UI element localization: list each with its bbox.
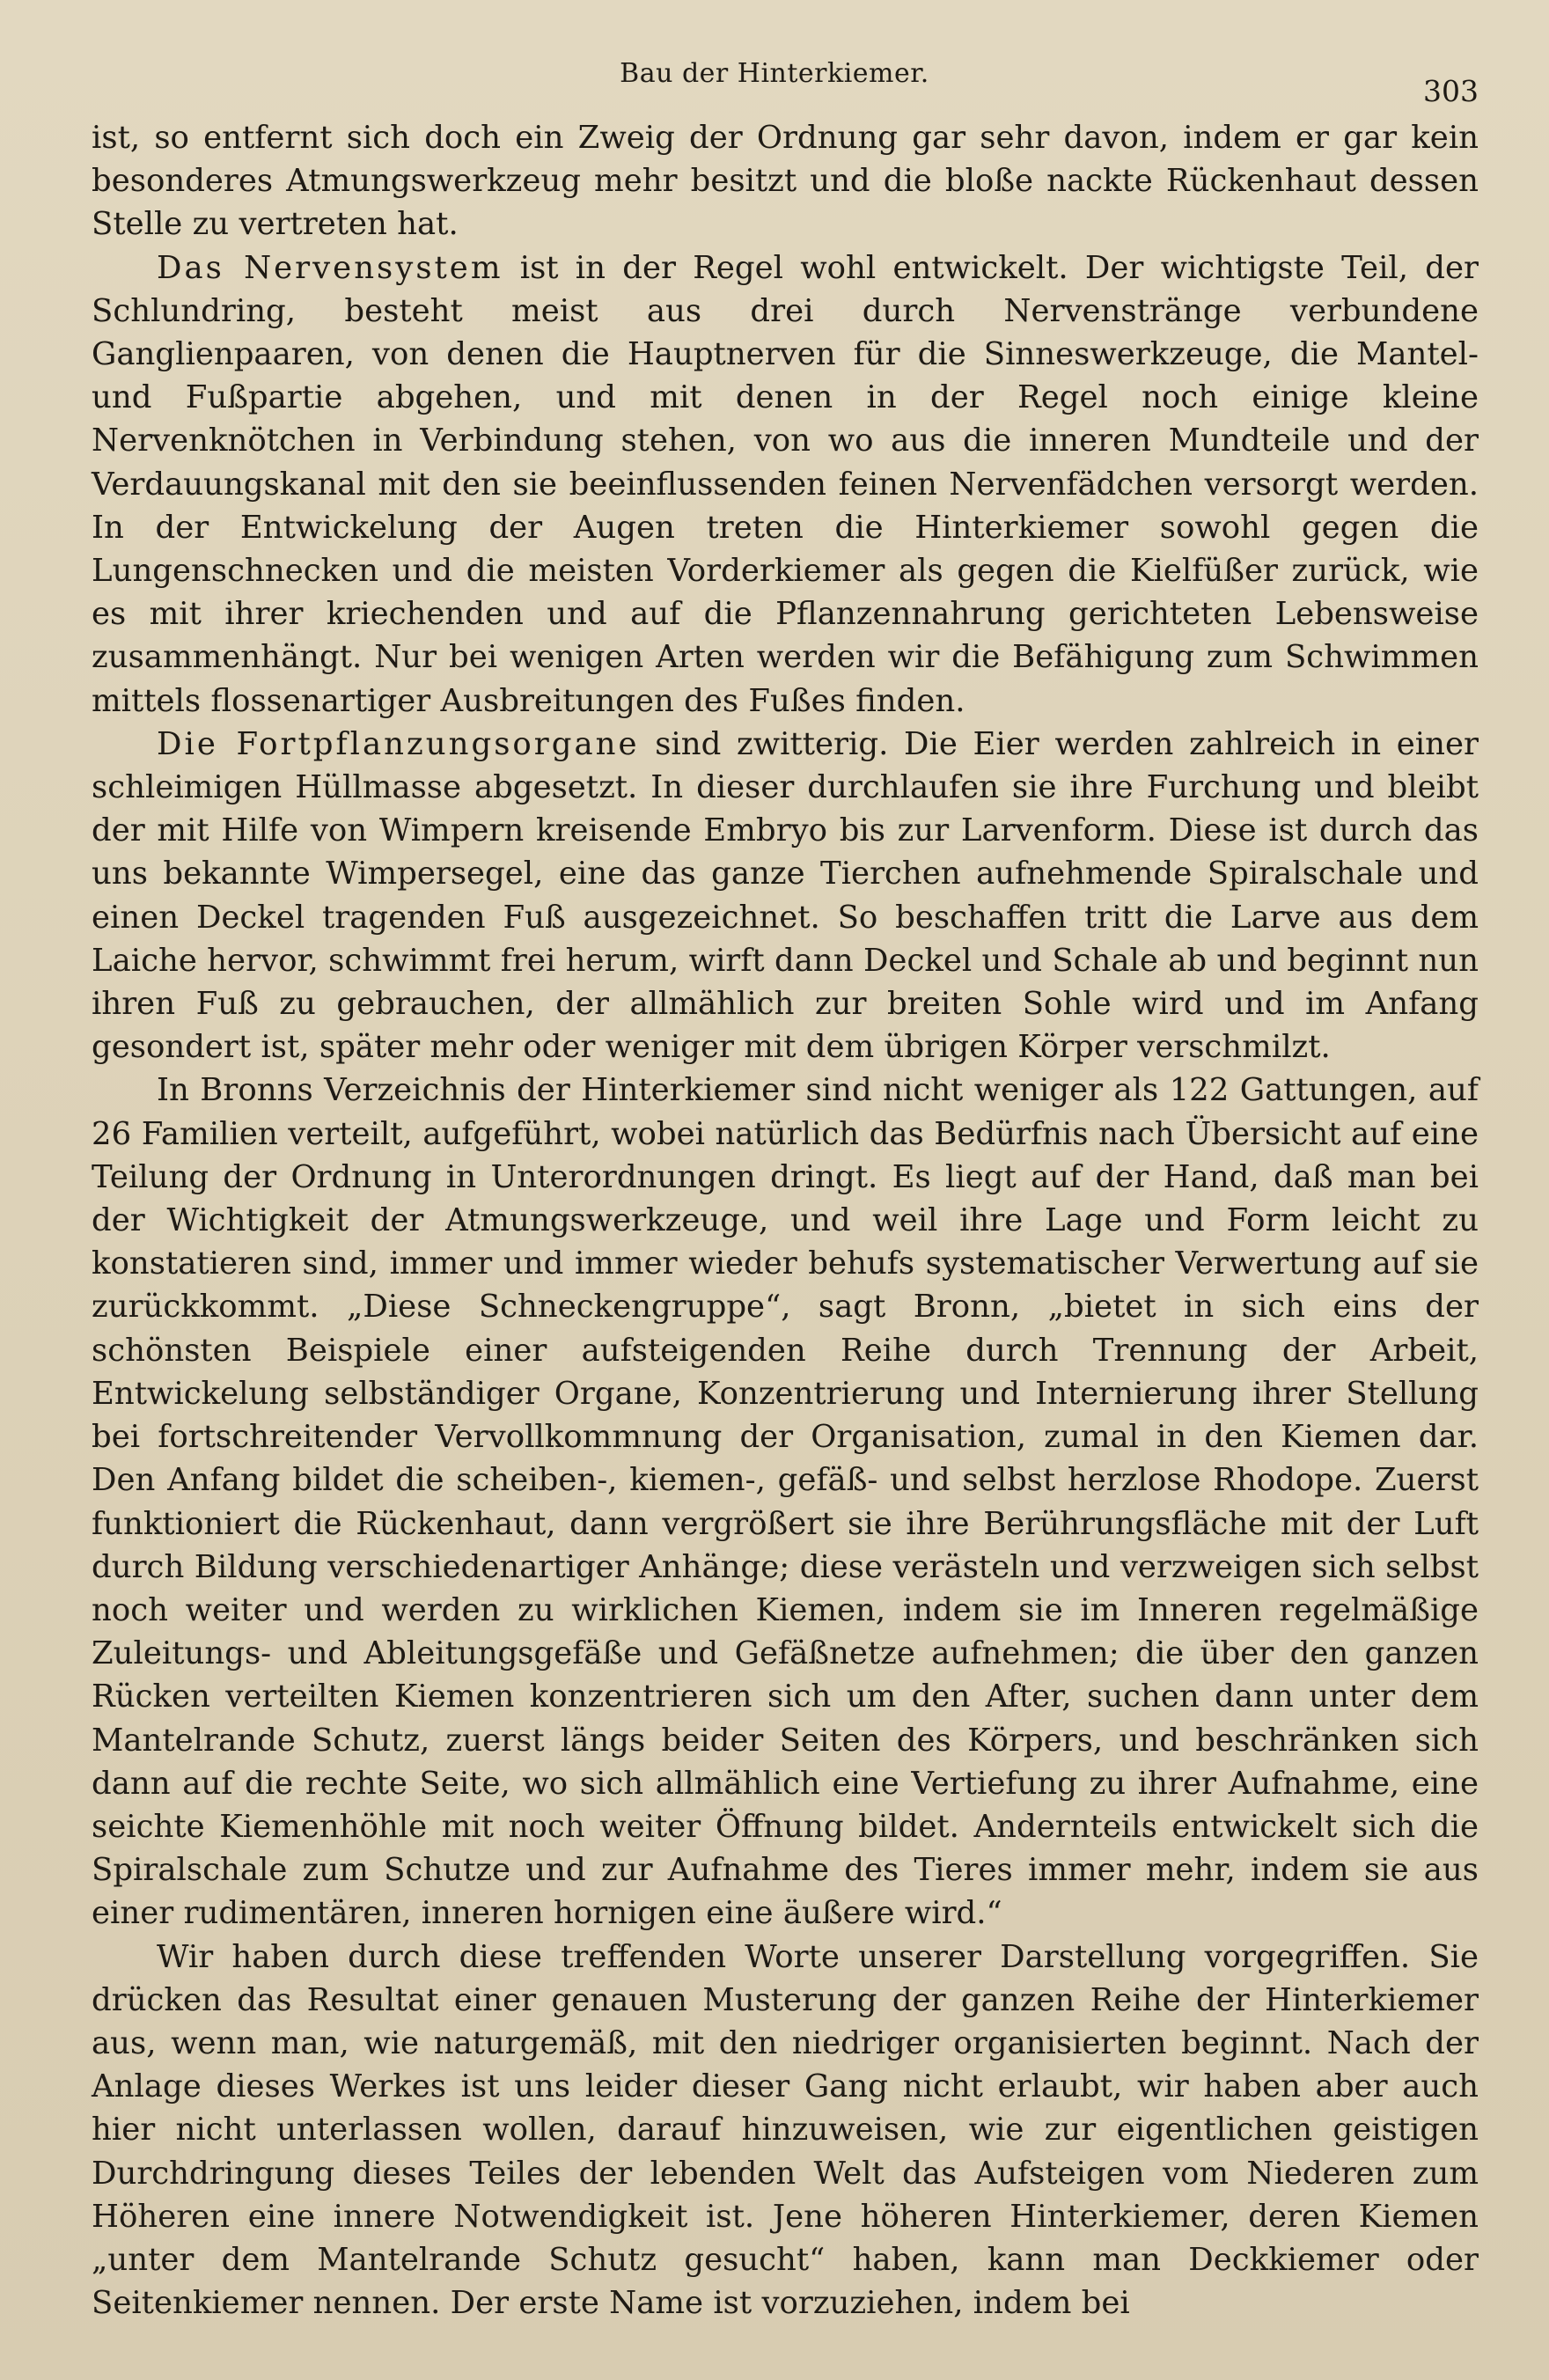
paragraph-5	[92, 1936, 1479, 2325]
paragraph-4	[92, 1069, 1479, 1935]
paragraph-lead: Die Fortpflanzungsorgane	[157, 725, 640, 762]
running-head: Bau der Hinterkiemer.	[620, 58, 929, 89]
body-text	[92, 116, 1479, 2325]
paragraph-text: sind zwitterig. Die Eier werden zahlreich in einer schleimigen Hüllmasse abgesetzt. In dieser durchlaufen sie ihre Furchung und bleibt der mit Hilfe von Wimpern kreisende Embryo bis zur Larvenform. Diese ist durch das uns bekannte Wimpersegel, eine das ganze Tierchen aufnehmende Spiralschale und einen Deckel tragenden Fuß ausgezeichnet. So beschaffen tritt die Larve aus dem Laiche hervor, schwimmt frei herum, wirft dann Deckel und Schale ab und beginnt nun ihren Fuß zu gebrauchen, der allmählich zur breiten Sohle wird und im Anfang gesondert ist, später mehr oder weniger mit dem übrigen Körper verschmilzt.	[92, 725, 1479, 1066]
paragraph-text: ist, so entfernt sich doch ein Zweig der Ordnung gar sehr davon, indem er gar kein besonderes Atmungswerkzeug mehr besitzt und die bloße nackte Rückenhaut dessen Stelle zu vertreten hat.	[92, 120, 1479, 243]
paragraph-3	[92, 723, 1479, 1069]
page-number: 303	[1423, 74, 1479, 108]
paragraph-1	[92, 116, 1479, 246]
paragraph-2	[92, 246, 1479, 723]
paragraph-lead: Das Nervensystem	[157, 249, 503, 286]
page-header	[0, 55, 1549, 107]
paragraph-text: Wir haben durch diese treffenden Worte unserer Darstellung vorgegriffen. Sie drücken das Resultat einer genauen Musterung der ganzen Reihe der Hinterkiemer aus, wenn man, wie naturgemäß, mit den niedriger organisierten beginnt. Nach der Anlage dieses Werkes ist uns leider dieser Gang nicht erlaubt, wir haben aber auch hier nicht unterlassen wollen, darauf hinzuweisen, wie zur eigentlichen geistigen Durchdringung dieses Teiles der lebenden Welt das Aufsteigen vom Niederen zum Höheren eine innere Notwendigkeit ist. Jene höheren Hinterkiemer, deren Kiemen „unter dem Mantelrande Schutz gesucht“ haben, kann man Deckkiemer oder Seitenkiemer nennen. Der erste Name ist vorzuziehen, indem bei	[92, 1938, 1479, 2322]
paragraph-text: ist in der Regel wohl entwickelt. Der wichtigste Teil, der Schlundring, besteht meist aus drei durch Nervenstränge verbundene Ganglienpaaren, von denen die Hauptnerven für die Sinneswerkzeuge, die Mantel- und Fußpartie abgehen, und mit denen in der Regel noch einige kleine Nervenknötchen in Verbindung stehen, von wo aus die inneren Mundteile und der Verdauungskanal mit den sie beeinflussenden feinen Nervenfädchen versorgt werden. In der Entwickelung der Augen treten die Hinterkiemer sowohl gegen die Lungenschnecken und die meisten Vorderkiemer als gegen die Kielfüßer zurück, wie es mit ihrer kriechenden und auf die Pflanzennahrung gerichteten Lebensweise zusammenhängt. Nur bei wenigen Arten werden wir die Befähigung zum Schwimmen mittels flossenartiger Ausbreitungen des Fußes finden.	[92, 249, 1479, 719]
paragraph-text: In Bronns Verzeichnis der Hinterkiemer sind nicht weniger als 122 Gattungen, auf 26 Familien verteilt, aufgeführt, wobei natürlich das Bedürfnis nach Übersicht auf eine Teilung der Ordnung in Unterordnungen dringt. Es liegt auf der Hand, daß man bei der Wichtigkeit der Atmungswerkzeuge, und weil ihre Lage und Form leicht zu konstatieren sind, immer und immer wieder behufs systematischer Verwertung auf sie zurückkommt. „Diese Schneckengruppe“, sagt Bronn, „bietet in sich eins der schönsten Beispiele einer aufsteigenden Reihe durch Trennung der Arbeit, Entwickelung selbständiger Organe, Konzentrierung und Internierung ihrer Stellung bei fortschreitender Vervollkommnung der Organisation, zumal in den Kiemen dar. Den Anfang bildet die scheiben-, kiemen-, gefäß- und selbst herzlose Rhodope. Zuerst funktioniert die Rückenhaut, dann vergrößert sie ihre Berührungsfläche mit der Luft durch Bildung verschiedenartiger Anhänge; diese verästeln und verzweigen sich selbst noch weiter und werden zu wirklichen Kiemen, indem sie im Inneren regelmäßige Zuleitungs- und Ableitungsgefäße und Gefäßnetze aufnehmen; die über den ganzen Rücken verteilten Kiemen konzentrieren sich um den After, suchen dann unter dem Mantelrande Schutz, zuerst längs beider Seiten des Körpers, und beschränken sich dann auf die rechte Seite, wo sich allmählich eine Vertiefung zu ihrer Aufnahme, eine seichte Kiemenhöhle mit noch weiter Öffnung bildet. Andernteils entwickelt sich die Spiralschale zum Schutze und zur Aufnahme des Tieres immer mehr, indem sie aus einer rudimentären, inneren hornigen eine äußere wird.“	[92, 1072, 1479, 1932]
